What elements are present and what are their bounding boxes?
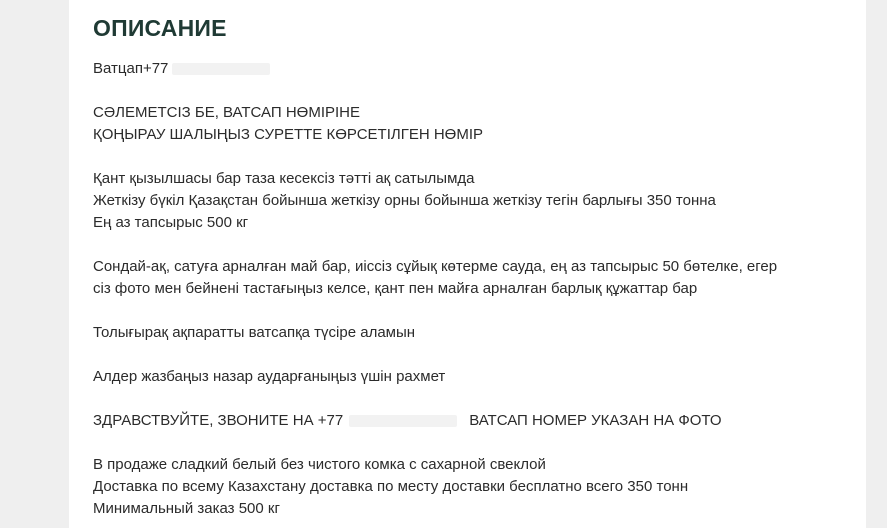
description-card [69, 0, 866, 528]
kz-more-info-line: Толығырақ ақпаратты ватсапқа түсіре аламын [93, 324, 416, 341]
description-heading: ОПИСАНИЕ [93, 15, 227, 41]
ru-sale-line-1: В продаже сладкий белый без чистого комка с сахарной свеклой [93, 456, 546, 473]
kz-greeting-line-2: ҚОҢЫРАУ ШАЛЫҢЫЗ СУРЕТТЕ КӨРСЕТІЛГЕН НӨМІР [93, 126, 484, 143]
description-text [93, 58, 854, 520]
ru-call-suffix: ВАТСАП НОМЕР УКАЗАН НА ФОТО [469, 412, 722, 429]
kz-sale-line-3: Ең аз тапсырыс 500 кг [93, 214, 249, 231]
redacted-phone [349, 415, 457, 427]
kz-greeting-line-1: СӘЛЕМЕТСІЗ БЕ, ВАТСАП НӨМІРІНЕ [93, 104, 361, 121]
kz-oil-line-2: сіз фото мен бейнені тастағыңыз келсе, қант пен майға арналған барлық құжаттар бар [93, 280, 698, 297]
ru-sale-line-2: Доставка по всему Казахстану доставка по месту доставки бесплатно всего 350 тонн [93, 478, 689, 495]
kz-sale-line-2: Жеткізу бүкіл Қазақстан бойынша жеткізу орны бойынша жеткізу тегін барлығы 350 тонна [93, 192, 716, 209]
kz-oil-line-1: Сондай-ақ, сатуға арналған май бар, иіссіз сұйық көтерме сауда, ең аз тапсырыс 50 бөтелке, егер [93, 258, 778, 275]
ru-call-prefix: ЗДРАВСТВУЙТЕ, ЗВОНИТЕ НА +77 [93, 412, 344, 429]
description-content [93, 12, 854, 520]
kz-thanks-line: Алдер жазбаңыз назар аударғаныңыз үшін рахмет [93, 368, 446, 385]
ru-sale-line-3: Минимальный заказ 500 кг [93, 500, 280, 517]
whatsapp-prefix: Ватцап+77 [93, 60, 169, 77]
ru-call-line [93, 410, 854, 432]
redacted-phone [172, 63, 270, 75]
whatsapp-line [93, 58, 854, 80]
kz-sale-line-1: Қант қызылшасы бар таза кесексіз тәтті ақ сатылымда [93, 170, 475, 187]
